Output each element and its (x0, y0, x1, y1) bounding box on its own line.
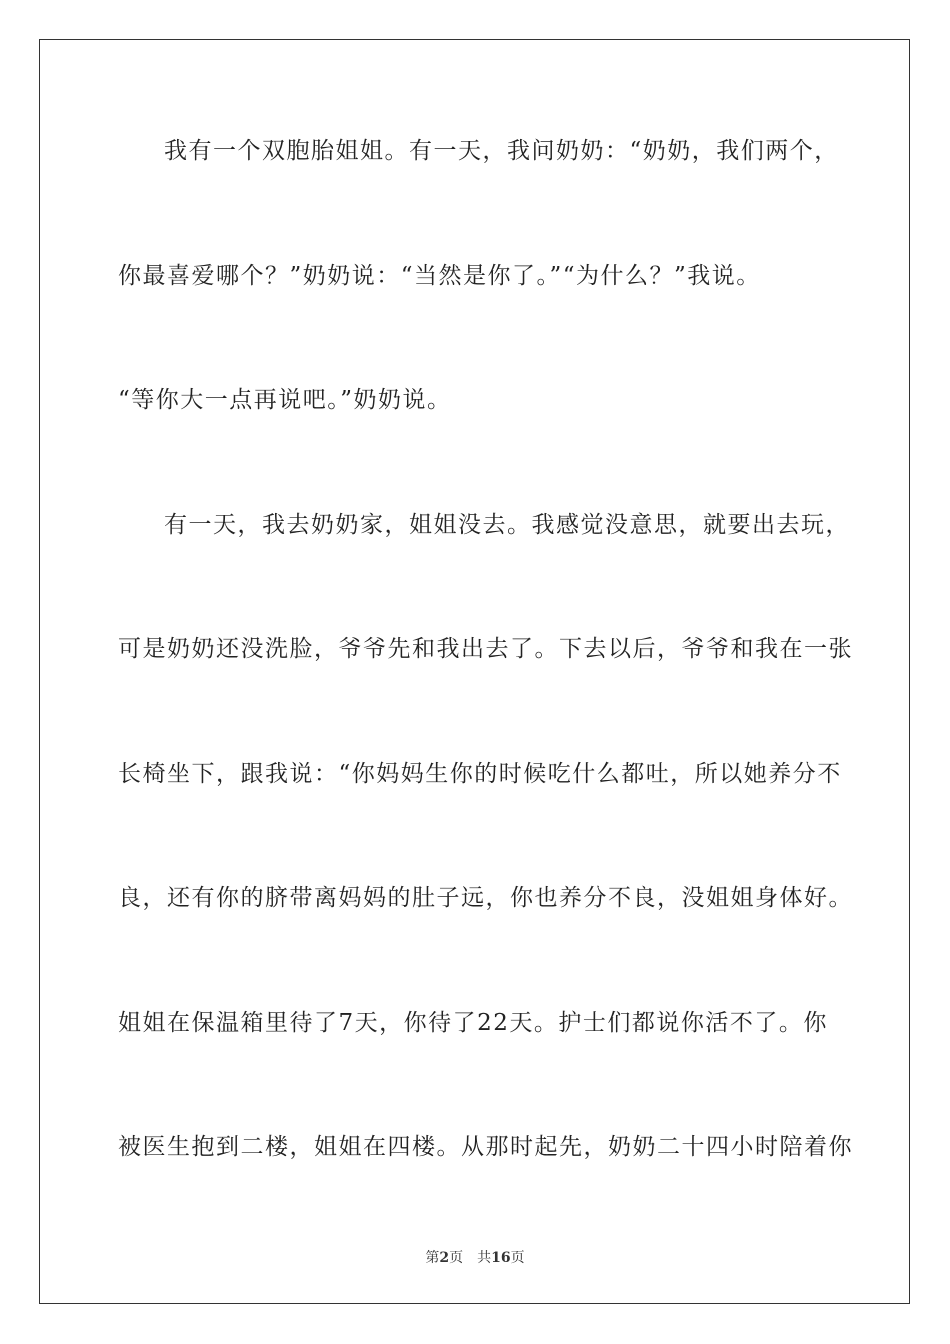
text-line-7: 良，还有你的脐带离妈妈的肚子远，你也养分不良，没姐姐身体好。 (118, 885, 853, 911)
page-footer (0, 1247, 950, 1267)
text-line-9: 被医生抱到二楼，姐姐在四楼。从那时起先，奶奶二十四小时陪着你 (118, 1134, 853, 1160)
footer-prefix: 第 (425, 1250, 440, 1266)
page-border (39, 39, 910, 1304)
text-line-5: 可是奶奶还没洗脸，爷爷先和我出去了。下去以后，爷爷和我在一张 (118, 636, 853, 662)
text-line-1: 我有一个双胞胎姐姐。有一天，我问奶奶：“奶奶，我们两个， (164, 138, 839, 164)
current-page-number: 2 (439, 1250, 450, 1266)
text-line-4: 有一天，我去奶奶家，姐姐没去。我感觉没意思，就要出去玩， (164, 512, 850, 538)
text-line-6: 长椅坐下，跟我说：“你妈妈生你的时候吃什么都吐，所以她养分不 (118, 761, 842, 787)
footer-middle: 页 共 (449, 1250, 492, 1266)
text-line-3: “等你大一点再说吧。”奶奶说。 (118, 387, 452, 413)
footer-suffix: 页 (510, 1250, 525, 1266)
total-pages-number: 16 (491, 1250, 511, 1266)
text-line-8: 姐姐在保温箱里待了7天，你待了22天。护士们都说你活不了。你 (118, 1010, 828, 1036)
text-line-2: 你最喜爱哪个？”奶奶说：“当然是你了。”“为什么？”我说。 (118, 263, 761, 289)
